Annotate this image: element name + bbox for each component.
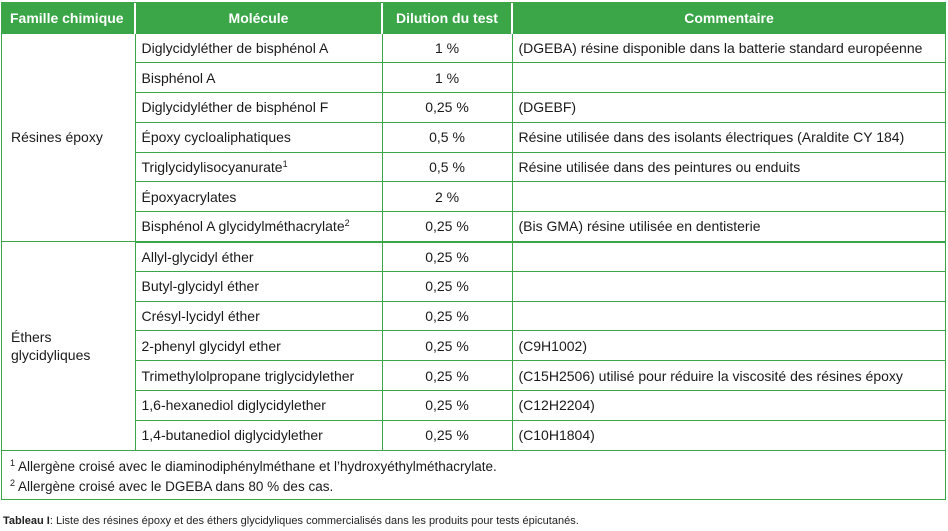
table-row <box>2 63 945 93</box>
comment-cell <box>512 301 945 331</box>
family-cell: Éthers glycidyliques <box>2 242 135 451</box>
header-molecule: Molécule <box>135 3 382 33</box>
molecule-cell <box>135 331 382 361</box>
header-famille: Famille chimique <box>2 3 135 33</box>
molecule-cell <box>135 271 382 301</box>
footnote-ref: 1 <box>282 159 288 170</box>
comment-cell: (DGEBF) <box>512 93 945 123</box>
footnote-text: Allergène croisé avec le diaminodiphénylméthane et l’hydroxyéthylméthacrylate. <box>18 459 497 474</box>
footnote-mark: 1 <box>10 458 16 468</box>
comment-cell <box>512 182 945 212</box>
molecule-cell <box>135 63 382 93</box>
dilution-cell: 0,25 % <box>382 301 512 331</box>
molecule-cell <box>135 420 382 450</box>
dilution-cell: 1 % <box>382 63 512 93</box>
molecule-name: 1,6-hexanediol diglycidylether <box>141 397 326 414</box>
footnote-2 <box>10 477 497 497</box>
table-header-row <box>2 3 945 33</box>
table-row <box>2 152 945 182</box>
header-dilution: Dilution du test <box>382 3 512 33</box>
dilution-cell: 0,25 % <box>382 242 512 272</box>
comment-cell: Résine utilisée dans des isolants électriques (Araldite CY 184) <box>512 122 945 152</box>
molecule-name: Allyl-glycidyl éther <box>141 248 254 265</box>
footnote-1 <box>10 457 497 477</box>
dilution-cell: 0,25 % <box>382 420 512 450</box>
molecule-cell <box>135 242 382 272</box>
header-commentaire: Commentaire <box>512 3 945 33</box>
table-row <box>2 301 945 331</box>
dilution-cell: 0,25 % <box>382 271 512 301</box>
table-row <box>2 420 945 450</box>
molecule-cell <box>135 301 382 331</box>
dilution-cell: 0,25 % <box>382 331 512 361</box>
molecule-name: Diglycidyléther de bisphénol F <box>141 99 329 116</box>
footnote-mark: 2 <box>10 478 16 488</box>
dilution-cell: 0,5 % <box>382 152 512 182</box>
molecule-name: Diglycidyléther de bisphénol A <box>141 39 329 56</box>
molecule-cell <box>135 122 382 152</box>
molecule-name: Butyl-glycidyl éther <box>141 278 259 295</box>
molecule-cell <box>135 361 382 391</box>
comment-cell: Résine utilisée dans des peintures ou enduits <box>512 152 945 182</box>
dilution-cell: 1 % <box>382 33 512 63</box>
molecule-name: Triglycidylisocyanurate <box>141 159 283 176</box>
molecule-name: 1,4-butanediol diglycidylether <box>141 427 323 444</box>
comment-cell <box>512 242 945 272</box>
table-row <box>2 122 945 152</box>
footnotes <box>10 457 497 497</box>
dilution-cell: 0,25 % <box>382 93 512 123</box>
molecule-name: Bisphénol A glycidylméthacrylate <box>141 218 345 235</box>
molecule-name: Époxy cycloaliphatiques <box>141 129 291 146</box>
molecule-cell <box>135 33 382 63</box>
molecule-cell <box>135 212 382 242</box>
comment-cell: (C15H2506) utilisé pour réduire la viscosité des résines époxy <box>512 361 945 391</box>
table-row <box>2 93 945 123</box>
molecule-name: Crésyl-lycidyl éther <box>141 308 260 325</box>
dilution-cell: 2 % <box>382 182 512 212</box>
caption-text: : Liste des résines époxy et des éthers glycidyliques commercialisés dans les produits pour tests épicutanés. <box>49 515 579 527</box>
molecule-name: Époxyacrylates <box>141 188 237 205</box>
molecule-cell <box>135 391 382 421</box>
comment-cell: (C10H1804) <box>512 420 945 450</box>
table-row <box>2 242 945 272</box>
dilution-cell: 0,5 % <box>382 122 512 152</box>
comment-cell: (DGEBA) résine disponible dans la batterie standard européenne <box>512 33 945 63</box>
table-row <box>2 182 945 212</box>
comment-cell <box>512 271 945 301</box>
molecule-cell <box>135 152 382 182</box>
footnote-ref: 2 <box>344 218 350 229</box>
table-caption <box>3 515 579 527</box>
molecule-cell <box>135 93 382 123</box>
dilution-cell: 0,25 % <box>382 212 512 242</box>
comment-cell: (C9H1002) <box>512 331 945 361</box>
table-body <box>2 33 945 450</box>
table-row <box>2 391 945 421</box>
table-row <box>2 33 945 63</box>
molecule-name: 2-phenyl glycidyl ether <box>141 337 281 354</box>
caption-label: Tableau I <box>3 515 50 527</box>
molecule-cell <box>135 182 382 212</box>
allergen-table <box>2 3 945 451</box>
molecule-name: Bisphénol A <box>141 69 216 86</box>
footnote-text: Allergène croisé avec le DGEBA dans 80 % des cas. <box>18 479 334 494</box>
comment-cell: (C12H2204) <box>512 391 945 421</box>
table-row <box>2 212 945 242</box>
dilution-cell: 0,25 % <box>382 361 512 391</box>
table-row <box>2 271 945 301</box>
family-cell: Résines époxy <box>2 33 135 242</box>
comment-cell <box>512 63 945 93</box>
comment-cell: (Bis GMA) résine utilisée en dentisterie <box>512 212 945 242</box>
table-row <box>2 361 945 391</box>
table-row <box>2 331 945 361</box>
dilution-cell: 0,25 % <box>382 391 512 421</box>
molecule-name: Trimethylolpropane triglycidylether <box>141 367 355 384</box>
